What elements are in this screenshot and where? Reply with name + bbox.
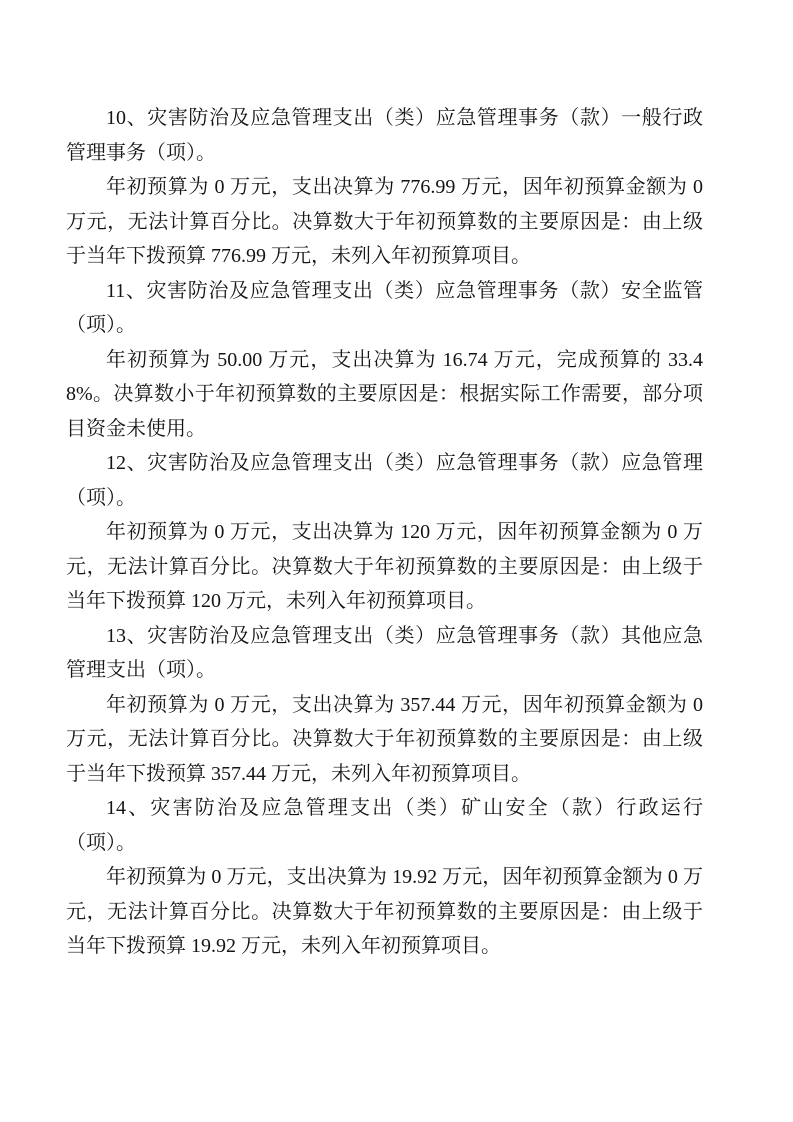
section-heading: 11、灾害防治及应急管理支出（类）应急管理事务（款）安全监管（项）。 [66, 279, 703, 336]
section-heading: 14、灾害防治及应急管理支出（类）矿山安全（款）行政运行（项）。 [66, 797, 703, 854]
section-heading: 13、灾害防治及应急管理支出（类）应急管理事务（款）其他应急管理支出（项）。 [66, 624, 703, 681]
section-paragraph: 年初预算为 0 万元，支出决算为 19.92 万元，因年初预算金额为 0 万元，无法计算百分比。决算数大于年初预算数的主要原因是：由上级于当年下拨预算 19.92 万元，未列入年初预算项目。 [66, 866, 703, 957]
section-paragraph: 年初预算为 50.00 万元，支出决算为 16.74 万元，完成预算的 33.48%。决算数小于年初预算数的主要原因是：根据实际工作需要，部分项目资金未使用。 [66, 348, 703, 440]
section-paragraph: 年初预算为 0 万元，支出决算为 357.44 万元，因年初预算金额为 0 万元，无法计算百分比。决算数大于年初预算数的主要原因是：由上级于当年下拨预算 357.44 万元，未列入年初预算项目。 [66, 693, 703, 785]
document-text-block [66, 101, 703, 964]
section-paragraph: 年初预算为 0 万元，支出决算为 776.99 万元，因年初预算金额为 0 万元，无法计算百分比。决算数大于年初预算数的主要原因是：由上级于当年下拨预算 776.99 万元，未列入年初预算项目。 [66, 176, 703, 267]
section-heading: 10、灾害防治及应急管理支出（类）应急管理事务（款）一般行政管理事务（项）。 [66, 107, 703, 164]
section-heading: 12、灾害防治及应急管理支出（类）应急管理事务（款）应急管理（项）。 [66, 452, 703, 509]
section-paragraph: 年初预算为 0 万元，支出决算为 120 万元，因年初预算金额为 0 万元，无法计算百分比。决算数大于年初预算数的主要原因是：由上级于当年下拨预算 120 万元，未列入年初预算项目。 [66, 521, 703, 612]
